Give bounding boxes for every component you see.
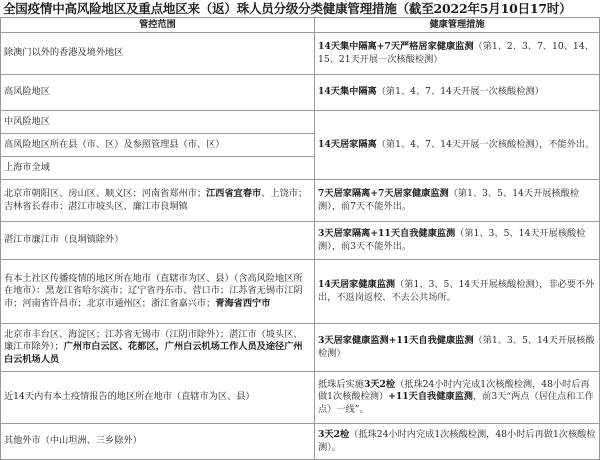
area-text: 、上饶市；吉林省长春市；湛江市坡头区、廉江市良垌镇 [4, 187, 308, 212]
measure-detail: （抵珠24小时内完成1次核酸检测，48小时后再做1次核酸检测） [318, 378, 590, 403]
measure-text: 抵珠后实施 [318, 378, 364, 390]
measure-cell [315, 324, 600, 372]
measure-emphasis: 3天2检 [318, 428, 350, 440]
area-emphasis: 青海省西宁市 [215, 297, 271, 309]
measure-cell [315, 180, 600, 222]
table-row [1, 222, 600, 260]
measure-detail: （抵珠24小时内完成1次核酸检测，48小时后再做1次核酸检测）。 [318, 428, 596, 453]
table-row [1, 75, 600, 111]
table-header-row [1, 18, 600, 33]
measure-detail: ，前3天“两点（居住点和工作点）一线”。 [318, 391, 594, 415]
page-title: 全国疫情中高风险地区及重点地区来（返）珠人员分级分类健康管理措施（截至2022年5月10日17时） [3, 1, 572, 16]
area-text: 北京市丰台区、海淀区；江苏省无锡市（江阴市除外）；湛江市（坡头区、廉江市除外）； [4, 328, 303, 353]
measure-detail: （第1、3、5、14天开展核酸检测），非必要不外出，不返岗返校、不去公共场所。 [318, 278, 595, 303]
area-cell [1, 180, 315, 222]
table-row [1, 180, 600, 222]
measure-emphasis: 7天居家隔离+7天居家健康监测 [318, 187, 449, 199]
measure-detail: （第1、2、3、7、10、14、15、21天开展一次核酸检测） [318, 40, 594, 65]
measure-cell [315, 372, 600, 424]
measure-emphasis: 3天居家健康监测+11天自我健康监测 [318, 334, 474, 346]
area-cell: 高风险地区所在县（市、区）及参照管理县（市、区） [1, 134, 315, 157]
measure-cell [315, 33, 600, 75]
table-row [1, 33, 600, 75]
measure-detail: （第1、3、5、14天开展核酸检测），前3天不能外出。 [318, 227, 586, 252]
measure-cell [315, 111, 600, 180]
area-text: 北京市朝阳区、房山区、顺义区；河南省郑州市； [4, 187, 207, 199]
area-cell: 高风险地区 [1, 75, 315, 111]
measure-emphasis: 14天居家隔离 [318, 138, 377, 150]
area-cell: 湛江市廉江市（良垌镇除外） [1, 222, 315, 260]
area-cell: 近14天内有本土疫情报告的地区所在地市（直辖市为区、县） [1, 372, 315, 424]
measure-detail: （第1、4、7、14天开展一次核酸检测） [376, 86, 544, 98]
area-emphasis: 广州市白云区、花都区，广州白云机场工作人员及途径广州白云机场人员 [4, 341, 303, 365]
area-cell [1, 260, 315, 324]
management-table [0, 17, 600, 460]
measure-detail: （第1、3、5、14天开展核酸检测），前7天不能外出。 [318, 187, 580, 212]
table-row [1, 372, 600, 424]
measure-emphasis: 3天2检 [363, 378, 396, 390]
table-row [1, 424, 600, 460]
header-measure: 健康管理措施 [315, 18, 600, 33]
measure-detail: （第1、4、7、14天开展一次核酸检测），不能外出。 [376, 138, 595, 150]
table-row [1, 260, 600, 324]
measure-emphasis: 14天集中隔离 [318, 86, 377, 98]
measure-emphasis: +11天自我健康监测 [388, 391, 473, 403]
area-cell [1, 324, 315, 372]
area-emphasis: 江西省宜春市 [206, 187, 262, 199]
measure-cell [315, 75, 600, 111]
measure-emphasis: 14天集中隔离+7天严格居家健康监测 [318, 40, 474, 52]
table-row [1, 111, 600, 134]
measure-emphasis: 3天居家隔离+11天自我健康监测 [318, 227, 456, 239]
measure-detail: （第1、3、5、14天开展核酸检测） [318, 334, 595, 359]
table-row [1, 324, 600, 372]
area-cell: 中风险地区 [1, 111, 315, 134]
measure-cell [315, 260, 600, 324]
area-cell: 其他外市（中山坦洲、三乡除外） [1, 424, 315, 460]
area-cell: 上海市全域 [1, 157, 315, 180]
measure-cell [315, 222, 600, 260]
header-area: 管控范围 [1, 18, 315, 33]
measure-emphasis: 14天居家健康监测 [318, 278, 396, 290]
measure-cell [315, 424, 600, 460]
area-cell: 除澳门以外的香港及境外地区 [1, 33, 315, 75]
area-text: 有本土社区传播疫情的地区所在地市（直辖市为区、县）（含高风险地区所在地市）：黑龙江省哈尔滨市；辽宁省丹东市、营口市；江苏省无锡市江阴市；河南省许昌市；北京市通州区；浙江省嘉兴市； [4, 272, 303, 309]
